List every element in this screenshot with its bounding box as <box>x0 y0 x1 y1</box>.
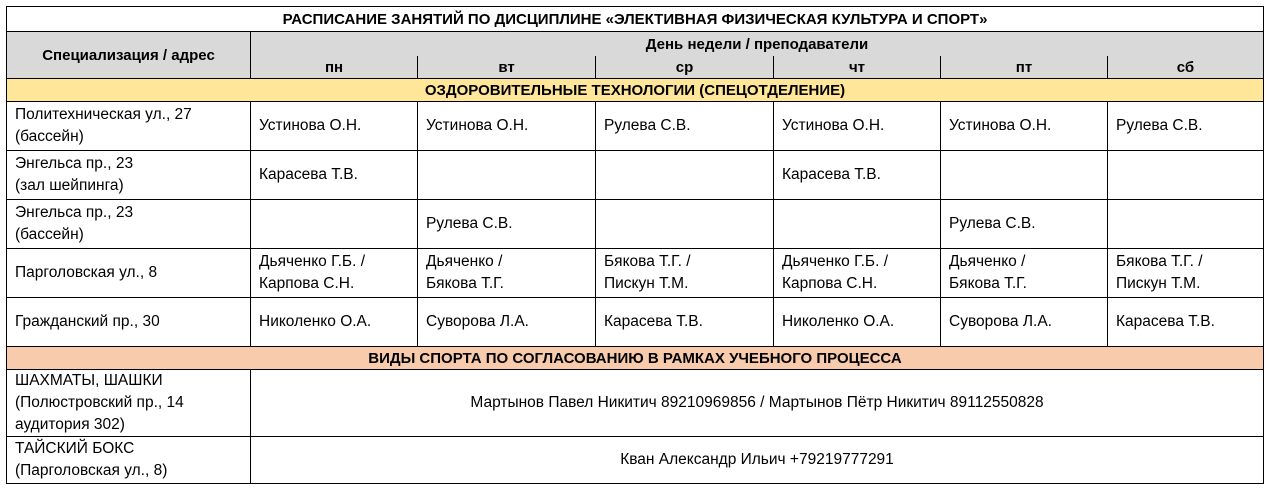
teacher-cell: Николенко О.А. <box>251 298 418 347</box>
address-cell: Парголовская ул., 8 <box>7 249 251 298</box>
teacher-cell: Карасева Т.В. <box>774 151 941 200</box>
teacher-cell: Рулева С.В. <box>1108 102 1264 151</box>
teacher-cell <box>1108 200 1264 249</box>
teacher-cell <box>251 200 418 249</box>
days-group-header: День недели / преподаватели <box>251 32 1264 57</box>
contact-cell: Мартынов Павел Никитич 89210969856 / Мартынов Пётр Никитич 89112550828 <box>251 370 1264 437</box>
day-header-fri: пт <box>941 56 1108 79</box>
teacher-cell: Бякова Т.Г. / Пискун Т.М. <box>1108 249 1264 298</box>
teacher-cell: Рулева С.В. <box>941 200 1108 249</box>
address-cell: Политехническая ул., 27 (бассейн) <box>7 102 251 151</box>
teacher-cell: Суворова Л.А. <box>941 298 1108 347</box>
table-row <box>7 370 1264 437</box>
address-cell: ТАЙСКИЙ БОКС (Парголовская ул., 8) <box>7 437 251 484</box>
teacher-cell: Карасева Т.В. <box>596 298 774 347</box>
teacher-cell: Карасева Т.В. <box>1108 298 1264 347</box>
teacher-cell <box>418 151 596 200</box>
teacher-cell: Устинова О.Н. <box>251 102 418 151</box>
teacher-cell <box>774 200 941 249</box>
teacher-cell: Устинова О.Н. <box>774 102 941 151</box>
teacher-cell: Рулева С.В. <box>596 102 774 151</box>
teacher-cell: Устинова О.Н. <box>418 102 596 151</box>
table-row <box>7 298 1264 347</box>
contact-cell: Кван Александр Ильич +79219777291 <box>251 437 1264 484</box>
section-title-health: ОЗДОРОВИТЕЛЬНЫЕ ТЕХНОЛОГИИ (СПЕЦОТДЕЛЕНИЕ) <box>7 79 1264 102</box>
teacher-cell: Бякова Т.Г. / Пискун Т.М. <box>596 249 774 298</box>
schedule-table <box>6 6 1264 484</box>
table-row <box>7 102 1264 151</box>
section-title-sports: ВИДЫ СПОРТА ПО СОГЛАСОВАНИЮ В РАМКАХ УЧЕБНОГО ПРОЦЕССА <box>7 347 1264 370</box>
address-cell: ШАХМАТЫ, ШАШКИ (Полюстровский пр., 14 аудитория 302) <box>7 370 251 437</box>
table-row <box>7 151 1264 200</box>
teacher-cell: Дьяченко Г.Б. / Карпова С.Н. <box>251 249 418 298</box>
teacher-cell: Суворова Л.А. <box>418 298 596 347</box>
day-header-thu: чт <box>774 56 941 79</box>
teacher-cell <box>941 151 1108 200</box>
teacher-cell <box>1108 151 1264 200</box>
teacher-cell: Устинова О.Н. <box>941 102 1108 151</box>
teacher-cell: Карасева Т.В. <box>251 151 418 200</box>
day-header-mon: пн <box>251 56 418 79</box>
teacher-cell <box>596 200 774 249</box>
address-cell: Гражданский пр., 30 <box>7 298 251 347</box>
teacher-cell: Дьяченко / Бякова Т.Г. <box>418 249 596 298</box>
teacher-cell: Дьяченко / Бякова Т.Г. <box>941 249 1108 298</box>
teacher-cell: Николенко О.А. <box>774 298 941 347</box>
table-row <box>7 437 1264 484</box>
address-cell: Энгельса пр., 23 (бассейн) <box>7 200 251 249</box>
day-header-sat: сб <box>1108 56 1264 79</box>
teacher-cell <box>596 151 774 200</box>
teacher-cell: Дьяченко Г.Б. / Карпова С.Н. <box>774 249 941 298</box>
specialization-header: Специализация / адрес <box>7 32 251 79</box>
address-cell: Энгельса пр., 23 (зал шейпинга) <box>7 151 251 200</box>
day-header-wed: ср <box>596 56 774 79</box>
day-header-tue: вт <box>418 56 596 79</box>
table-row <box>7 249 1264 298</box>
table-row <box>7 200 1264 249</box>
teacher-cell: Рулева С.В. <box>418 200 596 249</box>
table-title: РАСПИСАНИЕ ЗАНЯТИЙ ПО ДИСЦИПЛИНЕ «ЭЛЕКТИВНАЯ ФИЗИЧЕСКАЯ КУЛЬТУРА И СПОРТ» <box>7 7 1264 32</box>
